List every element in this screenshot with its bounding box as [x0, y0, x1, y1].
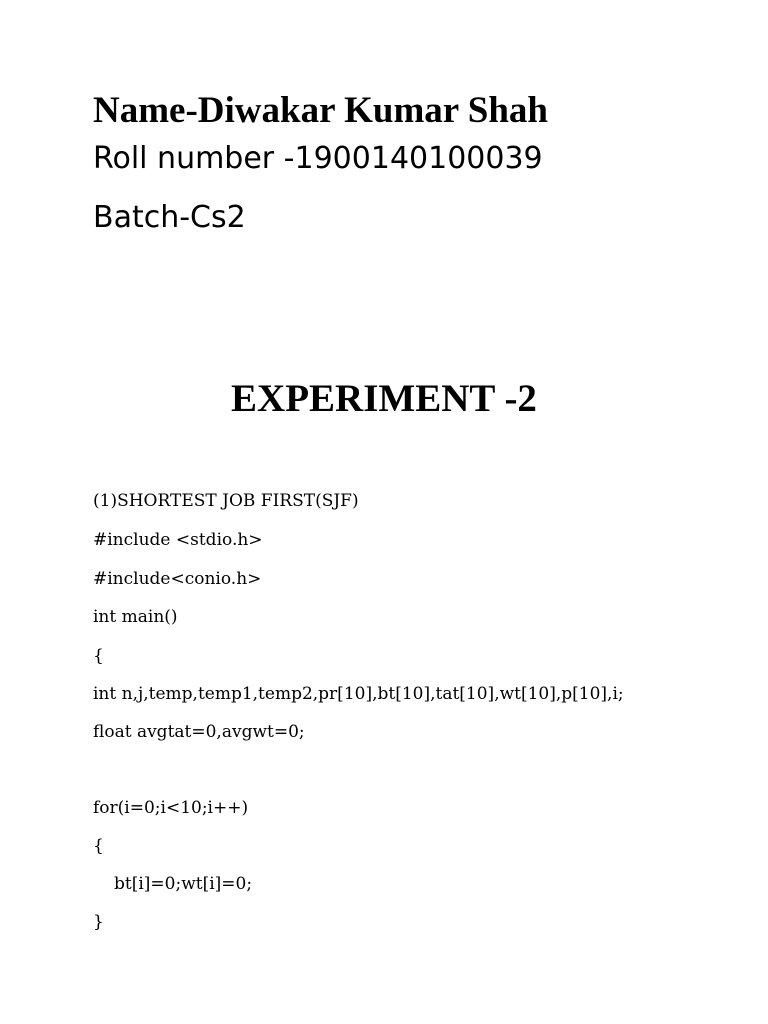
experiment-title: EXPERIMENT -2 [231, 377, 537, 420]
section-heading: (1)SHORTEST JOB FIRST(SJF) [93, 491, 359, 511]
code-line: float avgtat=0,avgwt=0; [93, 722, 305, 742]
batch: Batch-Cs2 [93, 200, 246, 235]
code-line: bt[i]=0;wt[i]=0; [114, 874, 253, 894]
code-line: { [93, 646, 104, 666]
roll-number: Roll number -1900140100039 [93, 141, 543, 176]
code-line: #include<conio.h> [93, 569, 262, 589]
code-line: int n,j,temp,temp1,temp2,pr[10],bt[10],tat[10],wt[10],p[10],i; [93, 684, 624, 704]
student-name: Name-Diwakar Kumar Shah [93, 90, 549, 131]
code-line: #include <stdio.h> [93, 530, 263, 550]
code-line: { [93, 836, 104, 856]
code-line: } [93, 912, 104, 932]
code-line: int main() [93, 607, 178, 627]
code-line: for(i=0;i<10;i++) [93, 798, 249, 818]
